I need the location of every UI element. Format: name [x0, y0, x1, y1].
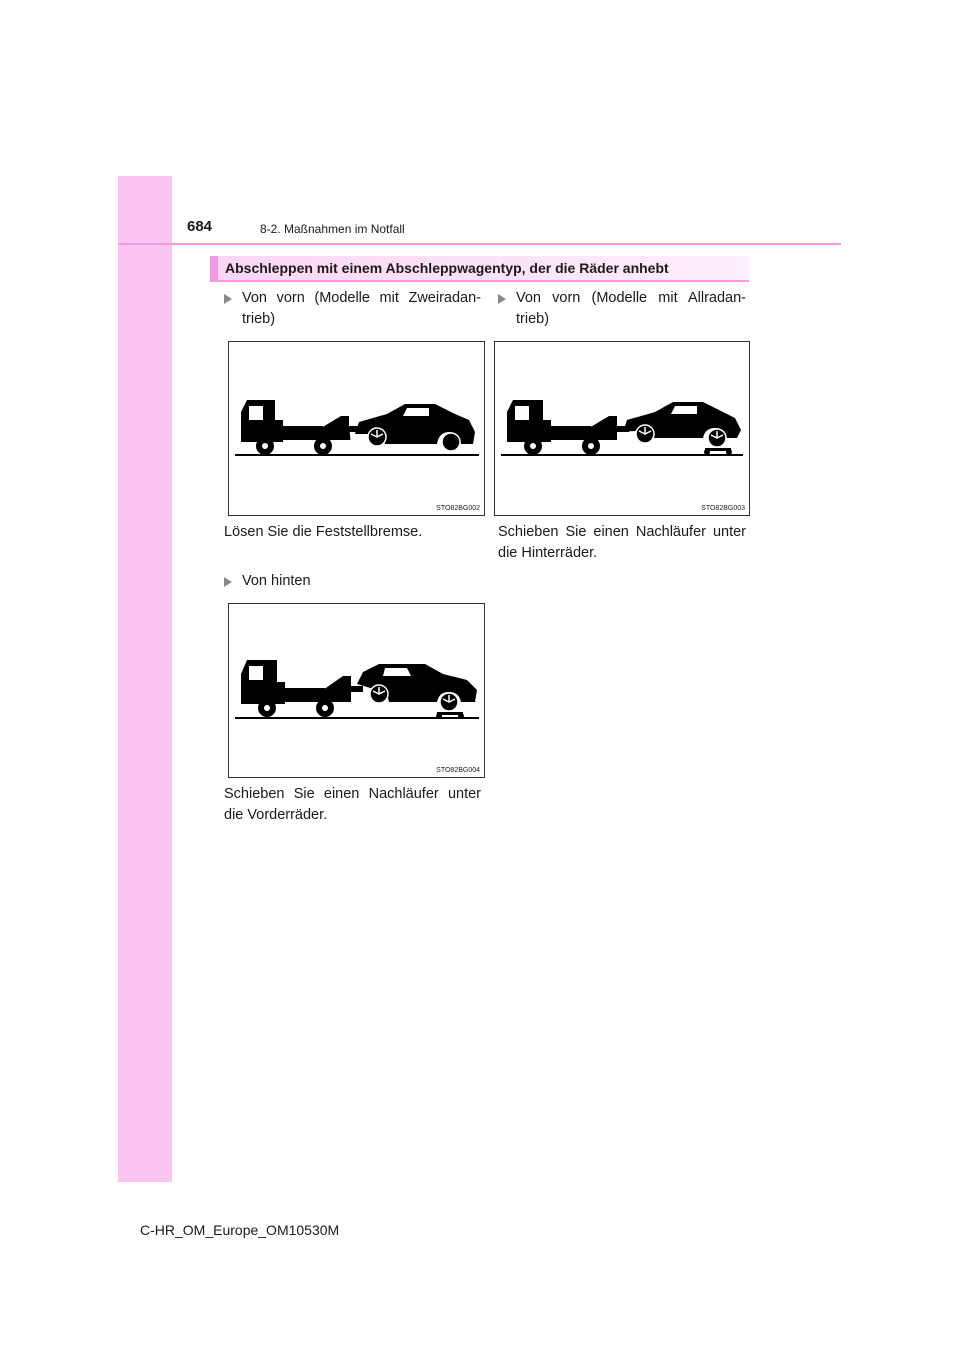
tow-truck-front-2wd-illustration — [229, 342, 484, 515]
figure-code: STO82BG004 — [436, 767, 480, 774]
tow-truck-rear-illustration — [229, 604, 484, 777]
section-heading: Abschleppen mit einem Abschleppwagentyp, der die Räder anhebt — [210, 256, 749, 282]
header-rule — [118, 243, 841, 245]
bullet-triangle-icon — [224, 294, 232, 304]
page-number: 684 — [187, 218, 213, 235]
figure-code: STO82BG003 — [701, 505, 745, 512]
bullet-front-2wd — [224, 288, 481, 330]
chapter-tab — [118, 176, 172, 1182]
bullet-front-4wd — [498, 288, 746, 330]
bullet-triangle-icon — [498, 294, 506, 304]
tow-truck-front-4wd-illustration — [495, 342, 749, 515]
bullet-label: Von hinten — [242, 573, 311, 589]
figure-front-2wd — [228, 341, 485, 516]
caption-front-2wd: Lösen Sie die Feststellbremse. — [224, 524, 423, 540]
figure-rear — [228, 603, 485, 778]
figure-front-4wd — [494, 341, 750, 516]
bullet-label: Von vorn (Modelle mit Allradan-trieb) — [516, 290, 746, 327]
bullet-label: Von vorn (Modelle mit Zweiradan-trieb) — [242, 290, 481, 327]
caption-rear: Schieben Sie einen Nachläufer unter die Vorderräder. — [224, 786, 481, 823]
figure-code: STO82BG002 — [436, 505, 480, 512]
bullet-triangle-icon — [224, 577, 232, 587]
bullet-rear — [224, 571, 481, 592]
section-reference: 8-2. Maßnahmen im Notfall — [260, 222, 405, 236]
footer-doc-id: C-HR_OM_Europe_OM10530M — [140, 1222, 340, 1238]
caption-front-4wd: Schieben Sie einen Nachläufer unter die Hinterräder. — [498, 524, 746, 561]
